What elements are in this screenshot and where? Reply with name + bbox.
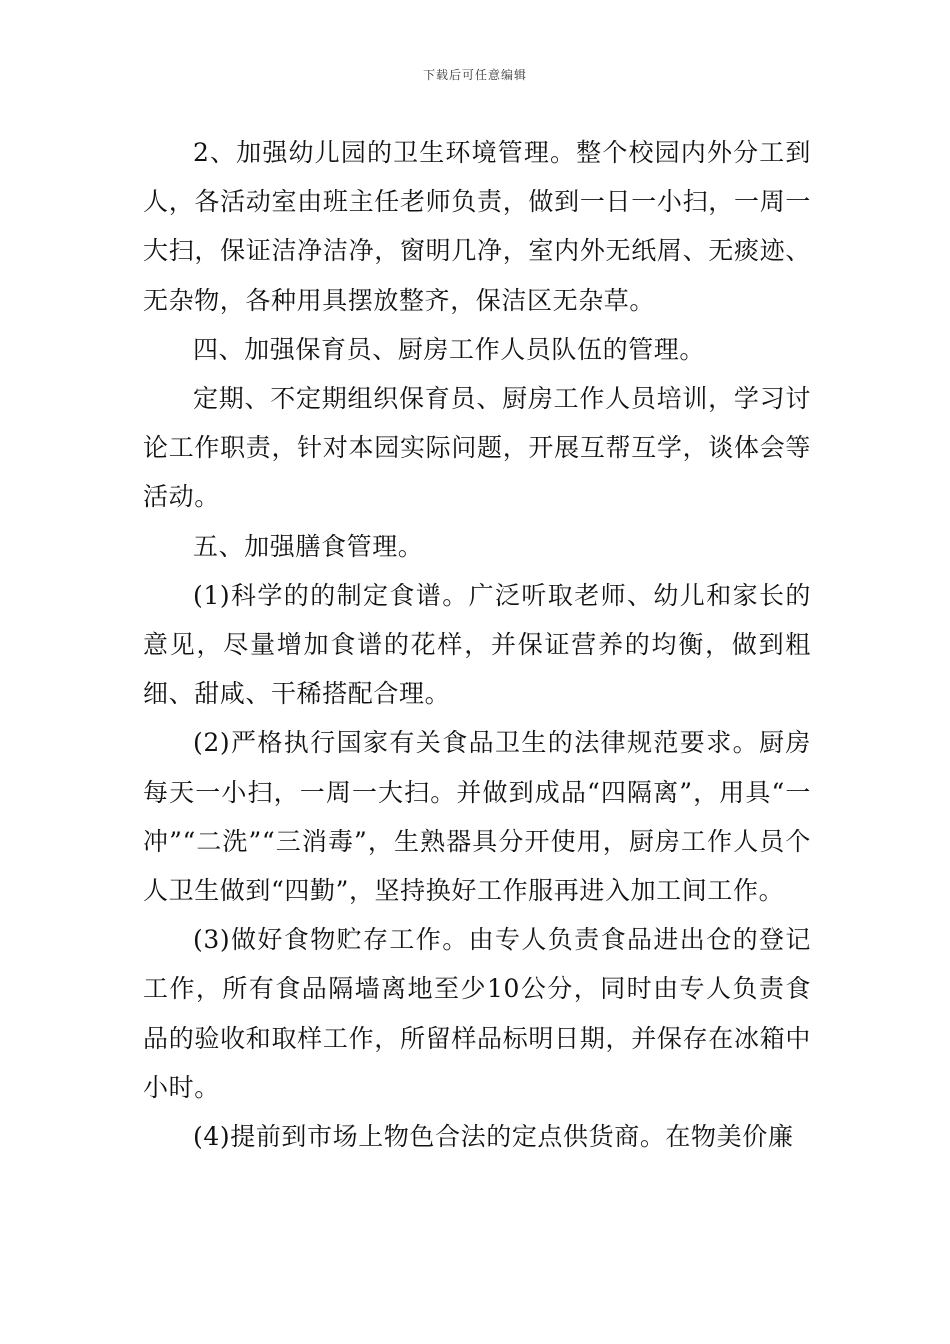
- paragraph-meal-item-3: (3)做好食物贮存工作。由专人负责食品进出仓的登记工作，所有食品隔墙离地至少10公分，同时由专人负责食品的验收和取样工作，所留样品标明日期，并保存在冰箱中小时。: [143, 925, 811, 1102]
- paragraph-sanitation-management: 2、加强幼儿园的卫生环境管理。整个校园内外分工到人，各活动室由班主任老师负责，做到一日一小扫，一周一大扫，保证洁净洁净，窗明几净，室内外无纸屑、无痰迹、无杂物，各种用具摆放整齐，保洁区无杂草。: [143, 138, 811, 315]
- paragraph-meal-item-2: (2)严格执行国家有关食品卫生的法律规范要求。厨房每天一小扫，一周一大扫。并做到成品“四隔离”，用具“一冲”“二洗”“三消毒”，生熟器具分开使用，厨房工作人员个人卫生做到“四勤”，坚持换好工作服再进入加工间工作。: [143, 728, 811, 906]
- header-note: 下载后可任意编辑: [422, 68, 527, 82]
- heading-meal-management: 五、加强膳食管理。: [193, 531, 424, 561]
- document-body: [143, 128, 811, 1161]
- paragraph-staff-training: 定期、不定期组织保育员、厨房工作人员培训，学习讨论工作职责，针对本园实际问题，开展互帮互学，谈体会等活动。: [143, 384, 811, 512]
- paragraph-meal-item-1: (1)科学的的制定食谱。广泛听取老师、幼儿和家长的意见，尽量增加食谱的花样，并保证营养的均衡，做到粗细、甜咸、干稀搭配合理。: [143, 580, 811, 709]
- heading-staff-management: 四、加强保育员、厨房工作人员队伍的管理。: [193, 334, 706, 364]
- paragraph-meal-item-4: (4)提前到市场上物色合法的定点供货商。在物美价廉: [193, 1122, 794, 1152]
